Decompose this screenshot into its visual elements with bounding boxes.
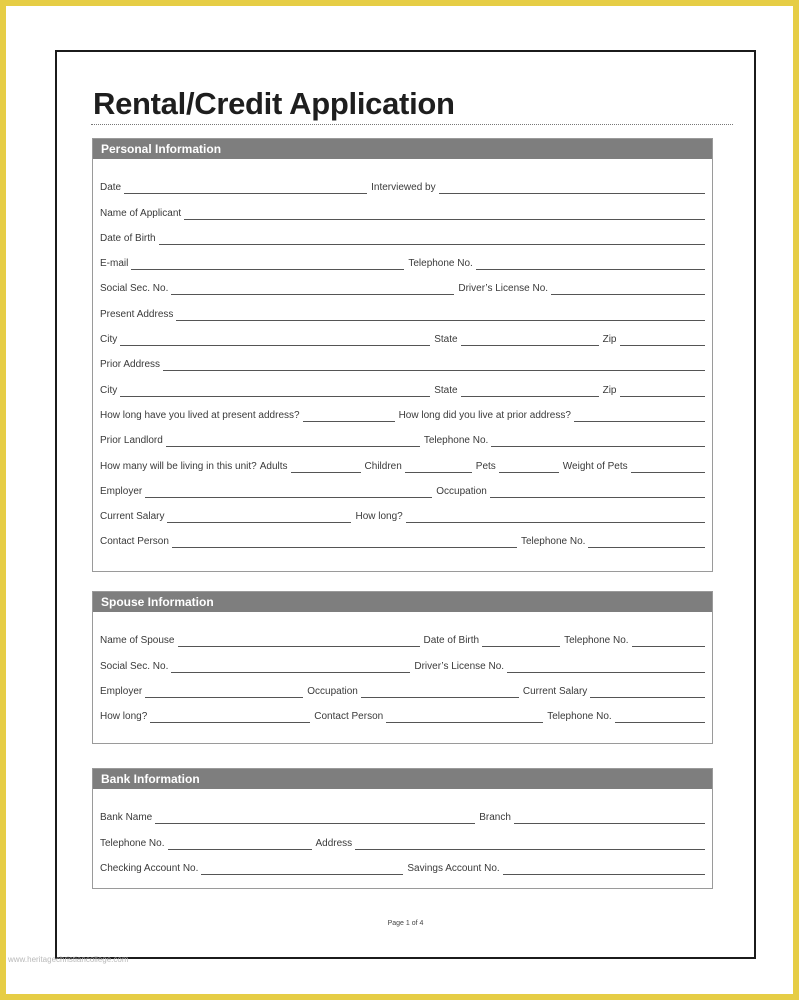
field-label: Pets — [475, 460, 496, 472]
landlord-telephone-field[interactable] — [491, 434, 705, 447]
telephone-field[interactable] — [476, 257, 705, 270]
field-label: How long? — [355, 511, 403, 523]
applicant-name-field[interactable] — [184, 207, 705, 220]
form-title: Rental/Credit Application — [93, 86, 455, 121]
field-label: Bank Name — [100, 812, 153, 824]
field-label: How many will be living in this unit? — [100, 460, 257, 472]
checking-account-field[interactable] — [201, 862, 403, 875]
field-label: How long? — [100, 711, 148, 723]
watermark-text: www.heritagechristiancollege.com — [8, 955, 129, 964]
city-field[interactable] — [120, 333, 430, 346]
field-label: Address — [315, 837, 353, 849]
spouse-employer-field[interactable] — [145, 685, 303, 698]
field-label: Present Address — [100, 308, 174, 320]
date-field[interactable] — [124, 181, 367, 194]
field-label: Zip — [602, 334, 617, 346]
form-row — [100, 346, 705, 371]
form-row — [100, 270, 705, 295]
field-label: Prior Landlord — [100, 435, 163, 447]
field-label: Date — [100, 182, 122, 194]
bank-address-field[interactable] — [355, 837, 705, 850]
field-label: Occupation — [436, 485, 487, 497]
email-field[interactable] — [131, 257, 404, 270]
spouse-contact-person-field[interactable] — [386, 710, 543, 723]
title-dotted-rule — [91, 124, 733, 125]
field-label: Branch — [479, 812, 511, 824]
personal-information-section — [92, 138, 713, 572]
section-heading: Personal Information — [93, 139, 712, 159]
prior-address-field[interactable] — [163, 358, 705, 371]
prior-city-field[interactable] — [120, 384, 430, 397]
state-field[interactable] — [461, 333, 599, 346]
field-label: Telephone No. — [408, 258, 473, 270]
form-row — [100, 799, 705, 824]
bank-branch-field[interactable] — [514, 811, 705, 824]
field-label: Children — [364, 460, 402, 472]
form-row — [100, 397, 705, 422]
bank-information-section — [92, 768, 713, 889]
bank-name-field[interactable] — [155, 811, 475, 824]
form-row — [100, 447, 705, 472]
field-label: Driver’s License No. — [458, 283, 549, 295]
field-label: Checking Account No. — [100, 862, 199, 874]
contact-telephone-field[interactable] — [588, 535, 705, 548]
spouse-employment-length-field[interactable] — [150, 710, 310, 723]
form-row — [100, 169, 705, 194]
field-label: Social Sec. No. — [100, 283, 169, 295]
current-salary-field[interactable] — [167, 510, 351, 523]
field-label: Contact Person — [100, 536, 169, 548]
field-label: Adults — [259, 460, 288, 472]
field-label: Employer — [100, 485, 143, 497]
employer-field[interactable] — [145, 485, 432, 498]
form-row — [100, 673, 705, 698]
field-label: Telephone No. — [423, 435, 489, 447]
form-row — [100, 295, 705, 320]
bank-telephone-field[interactable] — [168, 837, 312, 850]
field-label: City — [100, 384, 118, 396]
form-row — [100, 824, 705, 849]
contact-person-field[interactable] — [172, 535, 517, 548]
form-row — [100, 622, 705, 647]
adults-field[interactable] — [291, 460, 361, 473]
field-label: Employer — [100, 685, 143, 697]
field-label: Telephone No. — [520, 536, 586, 548]
spouse-information-section — [92, 591, 713, 744]
section-heading: Spouse Information — [93, 592, 712, 612]
image-frame — [6, 6, 793, 994]
field-label: State — [434, 384, 458, 396]
form-row — [100, 498, 705, 523]
field-label: Date of Birth — [100, 232, 156, 244]
spouse-telephone-field[interactable] — [632, 634, 705, 647]
field-label: Telephone No. — [564, 635, 629, 647]
field-label: City — [100, 334, 118, 346]
form-row — [100, 422, 705, 447]
spouse-name-field[interactable] — [178, 634, 420, 647]
prior-landlord-field[interactable] — [166, 434, 420, 447]
spouse-date-of-birth-field[interactable] — [482, 634, 560, 647]
form-row — [100, 321, 705, 346]
field-label: Zip — [602, 384, 617, 396]
form-row — [100, 473, 705, 498]
section-heading: Bank Information — [93, 769, 712, 789]
form-page — [55, 50, 756, 959]
interviewed-by-field[interactable] — [439, 181, 705, 194]
field-label: Current Salary — [100, 511, 165, 523]
spouse-drivers-license-field[interactable] — [507, 660, 705, 673]
field-label: Date of Birth — [423, 635, 480, 647]
employment-length-field[interactable] — [406, 510, 705, 523]
present-address-field[interactable] — [176, 308, 705, 321]
field-label: Occupation — [307, 685, 358, 697]
savings-account-field[interactable] — [503, 862, 705, 875]
field-label: How long did you live at prior address? — [398, 409, 571, 421]
field-label: Driver’s License No. — [414, 660, 505, 672]
field-label: E-mail — [100, 258, 129, 270]
page-number: Page 1 of 4 — [387, 920, 424, 927]
field-label: Interviewed by — [371, 182, 436, 194]
field-label: Social Sec. No. — [100, 660, 169, 672]
field-label: Current Salary — [522, 685, 588, 697]
form-row — [100, 194, 705, 219]
form-row — [100, 220, 705, 245]
children-field[interactable] — [405, 460, 472, 473]
weight-of-pets-field[interactable] — [631, 460, 705, 473]
field-label: Telephone No. — [547, 711, 612, 723]
occupation-field[interactable] — [490, 485, 705, 498]
field-label: Name of Applicant — [100, 207, 182, 219]
prior-zip-field[interactable] — [620, 384, 706, 397]
form-row — [100, 245, 705, 270]
drivers-license-field[interactable] — [551, 282, 705, 295]
form-row — [100, 850, 705, 875]
pets-field[interactable] — [499, 460, 559, 473]
time-at-present-address-field[interactable] — [303, 409, 395, 422]
field-label: Savings Account No. — [407, 862, 500, 874]
field-label: Contact Person — [314, 711, 384, 723]
field-label: How long have you lived at present address? — [100, 409, 300, 421]
spouse-salary-field[interactable] — [590, 685, 705, 698]
social-security-field[interactable] — [171, 282, 454, 295]
form-row — [100, 523, 705, 548]
spouse-contact-telephone-field[interactable] — [615, 710, 705, 723]
zip-field[interactable] — [620, 333, 706, 346]
form-row — [100, 371, 705, 396]
field-label: State — [434, 334, 458, 346]
field-label: Name of Spouse — [100, 635, 175, 647]
form-row — [100, 647, 705, 672]
time-at-prior-address-field[interactable] — [574, 409, 705, 422]
spouse-occupation-field[interactable] — [361, 685, 519, 698]
date-of-birth-field[interactable] — [159, 232, 705, 245]
form-row — [100, 698, 705, 723]
field-label: Telephone No. — [100, 837, 165, 849]
prior-state-field[interactable] — [461, 384, 599, 397]
field-label: Prior Address — [100, 359, 161, 371]
spouse-social-security-field[interactable] — [171, 660, 410, 673]
field-label: Weight of Pets — [562, 460, 628, 472]
